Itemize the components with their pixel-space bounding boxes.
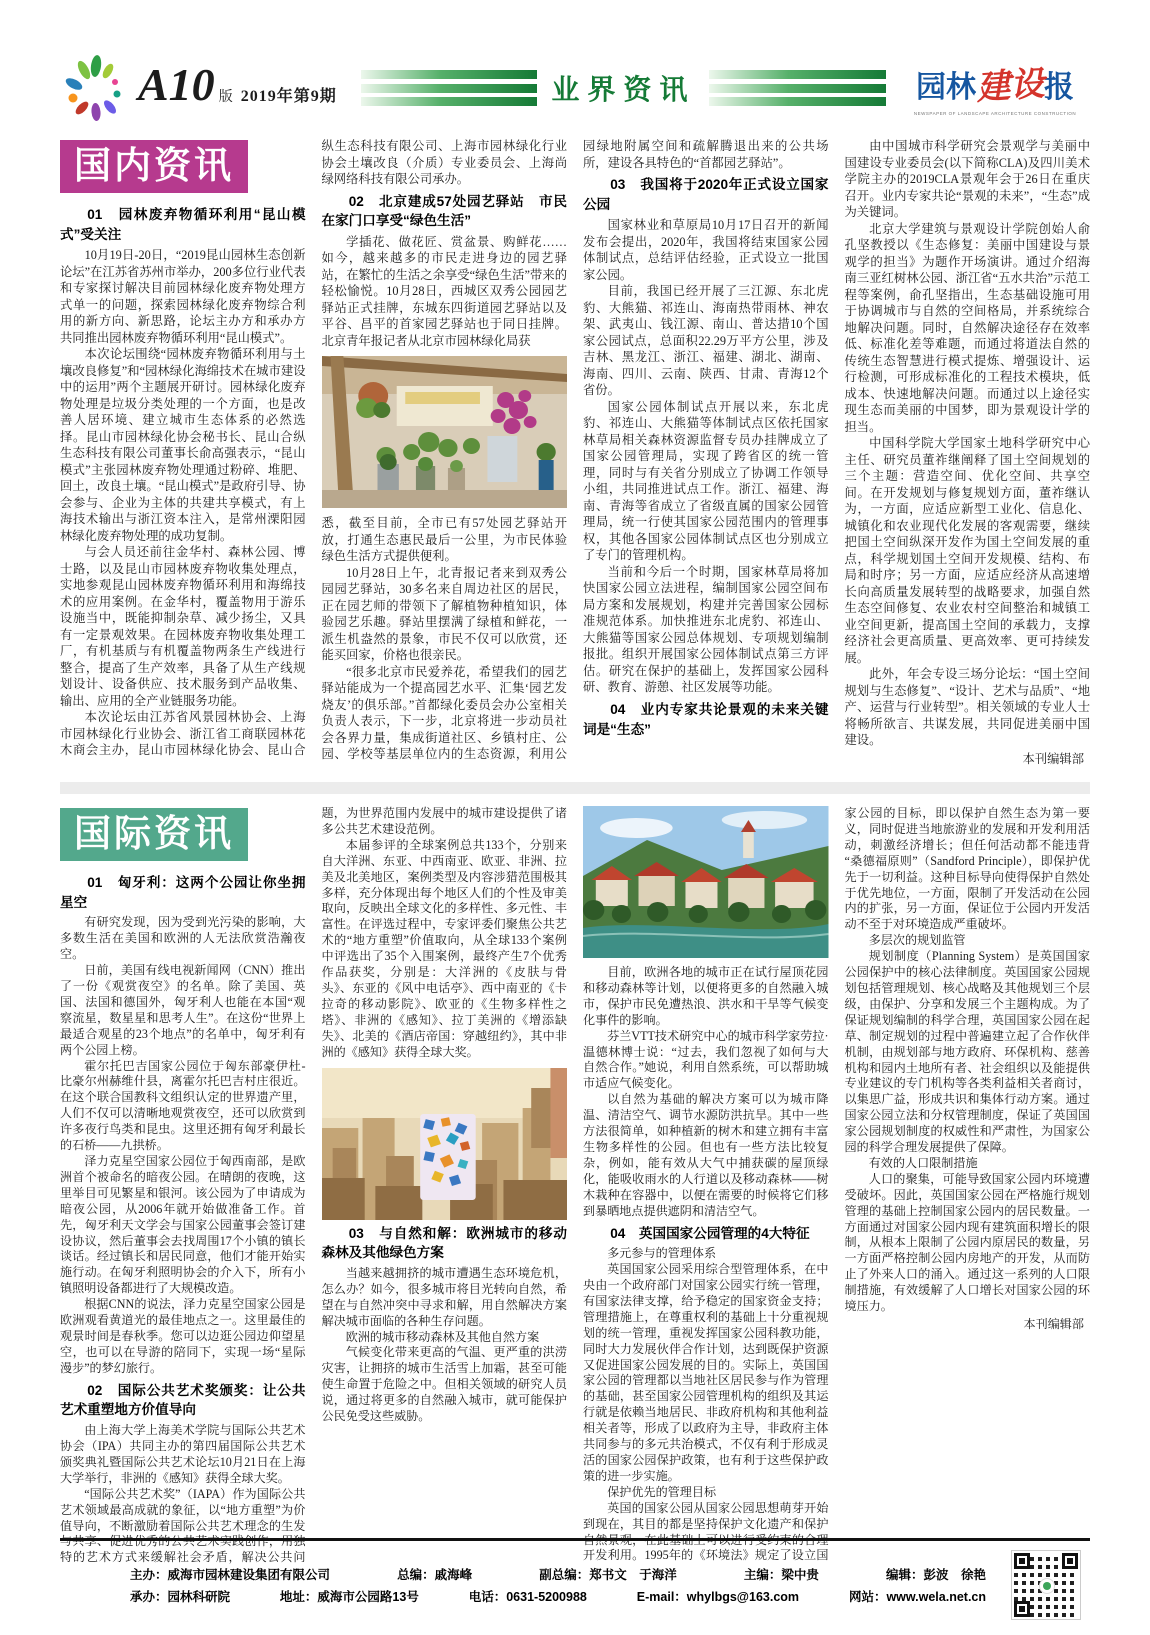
green-bar-left xyxy=(361,70,538,106)
paragraph: 目前，欧洲各地的城市正在试行屋顶花园和移动森林等计划，以便将更多的自然融入城市，保护市民免遭热浪、洪水和干旱等气候变化事件的影响。 xyxy=(583,965,829,1027)
paragraph: 多元参与的管理体系 xyxy=(607,1246,717,1261)
article-body xyxy=(322,1266,568,1425)
paragraph: 本次论坛围绕“园林废弃物循环利用与土壤改良修复”和“园林绿化海绵技术在城市建设中的运用”两个主题展开研讨。园林绿化废弃物处理是垃圾分类处理的一个方面，也是改善人居环境、建立城市生态体系的必然选择。昆山市园林绿化协会秘书长、昆山合纵生态科技有限公司董事长俞高强表示，“昆山模式”主张园林废弃物处理通过粉碎、堆肥、回土，改良土壤。“昆山模式”是政府引导、协会参与、企业为主体的共建共享模式，有上海技术输出与浙江资本注入，是常州溧阳园林绿化废弃物处理的成功复制。 xyxy=(60,347,306,543)
footer-item: 总编：戚海峰 xyxy=(397,1568,473,1582)
qr-code xyxy=(1012,1551,1080,1619)
article-title: 04 业内专家共论景观的未来关键词是“生态” xyxy=(583,701,829,737)
article xyxy=(60,873,306,1377)
article-title: 03 与自然和解：欧洲城市的移动森林及其他绿色方案 xyxy=(321,1225,567,1261)
paragraph: 人口的聚集，可能导致国家公园内环境遭受破坏。因此，英国国家公园在严格施行规划管理的基础上控制国家公园内的居民数量。一方面通过对国家公园内现有建筑面积增长的限制，从根本上限制了公园内原居民的数量，另一方面严格控制公园内房地产的开发，从而防止了外来人口的涌入。通过这一系列的人口限制措施，有效缓解了人口增长对国家公园的环境压力。 xyxy=(844,1171,1090,1314)
paragraph: “很多北京市民爱养花，希望我们的园艺驿站能成为一个提高园艺水平、汇集‘园艺发烧友’的俱乐部。”首都绿化委员会办公室相关负责人表示，下一步，北京将进一步动员社会各界力量，集成街道社区、乡镇村庄、公园、学校等基层单位内的生态资源，利用公园绿地附属空间和疏解腾退出来的公共场所，建设各具特色的“首都园艺驿站”。 xyxy=(321,139,829,762)
paragraph: 欧洲的城市移动森林及其他自然方案 xyxy=(345,1329,540,1344)
paragraph: 目前，我国已经开展了三江源、东北虎豹、大熊猫、祁连山、海南热带雨林、神农架、武夷山、钱江源、南山、普达措10个国家公园试点，总面积22.29万平方公里，涉及吉林、黑龙江、浙江、福建、湖北、湖南、海南、四川、云南、陕西、甘肃、青海12个省份。 xyxy=(583,284,829,398)
flower-logo-icon xyxy=(60,52,132,124)
issue-label: 2019年第9期 xyxy=(240,88,337,105)
paragraph: 学插花、做花匠、赏盆景、购鲜花……如今，越来越多的市民走进身边的园艺驿站，在繁忙的生活之余享受“绿色生活”带来的轻松愉悦。10月28日，西城区双秀公园园艺驿站正式挂牌，东城东四街道园艺驿站以及平谷、昌平的首家园艺驿站也于同日挂牌。北京青年报记者从北京市园林绿化局获 xyxy=(321,234,567,348)
paragraph: 规划制度（Planning System）是英国国家公园保护中的核心法律制度。英国国家公园规划包括管理规划、核心战略及其他规划三个层级，由保护、分享和发展三个主题构成。为了保证规划编制的科学合理，英国国家公园在起草、制定规划的过程中普遍建立起了合作伙伴机制，由规划部与地方政府、环保机构、慈善机构和园内土地所有者、社会组织以及能提供专业建议的专门机构等各类利益相关者商讨，以集思广益，形成共识和集体行动方案。通过国家公园立法和分权管理制度，保证了英国国家公园规划制度的权威性和严肃性，为国家公园的科学合理发展提供了保障。 xyxy=(844,949,1090,1155)
paragraph: 本届参评的全球案例总共133个，分别来自大洋洲、东亚、中西南亚、欧亚、非洲、拉美及北美地区，案例类型及内容涉猎范围极其多样，充分体现出每个地区人们的个性及审美取向，反映出全球文化的多样性、多元性、丰富性。在评选过程中，专家评委们聚焦公共艺术的“地方重塑”价值取向，从全球133个案例中评选出了35个入围案例，最终产生7个优秀作品获奖，分别是：大洋洲的《皮肤与骨头》、东亚的《风中电话亭》、西中南亚的《卡拉奇的移动影院》、欧亚的《生物多样性之塔》、非洲的《感知》、拉丁美洲的《增添缺失》、北美的《酒店帝国：穿越纽约》，其中非洲的《感知》获得全球大奖。 xyxy=(321,837,567,1059)
paragraph: 中国科学院大学国家土地科学研究中心主任、研究员董祚继阐释了国土空间规划的三个主题：营造空间、优化空间、共享空间。在开发规划与修复规划方面，董祚继认为，一方面，应适应新型工业化、信息化、城镇化和农业现代化发展的客观需要，继续把国土空间纵深开发作为国土空间发展的重点，科学规划国土空间开发规模、结构、布局和时序；另一方面，应适应经济从高速增长向高质量发展转型的战略要求，加强自然生态空间修复、农业农村空间整治和城镇工业空间更新，提高国土空间的承载力，支撑经济社会更高质量、更高效率、更可持续发展。 xyxy=(844,436,1090,665)
paragraph: 日前，美国有线电视新闻网（CNN）推出了一份《观赏夜空》的名单。除了美国、英国、法国和德国外，匈牙利人也能在本国“观察流星，数星星和思考人生”。在这份“世界上最适合观星的23个地点”的名单中，匈牙利有两个公园上榜。 xyxy=(60,963,306,1057)
paragraph: 多层次的规划监管 xyxy=(868,933,966,948)
article-title: 03 我国将于2020年正式设立国家公园 xyxy=(583,177,829,212)
paragraph: 10月28日上午，北青报记者来到双秀公园园艺驿站，30多名来自周边社区的居民，正在园艺师的带领下了解植物种植知识，体验园艺乐趣。驿站里摆满了绿植和鲜花，一派生机盎然的景象，市民不仅可以欣赏，还能买回家，价格也很亲民。 xyxy=(321,565,567,663)
paragraph: 北京大学建筑与景观设计学院创始人俞孔坚教授以《生态修复：美丽中国建设与景观学的担当》为题作开场演讲。通过介绍海南三亚红树林公园、浙江省“五水共治”示范工程等案例，俞孔坚指出，生态基础设施可用于协调城市与自然的空间格局，并系统综合地解决问题。同时，自然解决途径存在效率低、标准化差等难题，而通过将道法自然的传统生态智慧进行模式提炼、增强设计、运行检测，可形成标准化的工程技术模块，低成本、快速地解决问题。而通过以上途径实现生态而美丽的中国梦，即为景观设计学的担当。 xyxy=(844,221,1090,434)
paragraph: 根据CNN的说法，泽力克星空国家公园是欧洲观看黄道光的最佳地点之一。这里最佳的观景时间是春秋季。您可以边逛公园边仰望星空，也可以在导游的陪同下，实现一场“星际漫步”的梦幻旅行。 xyxy=(60,1297,306,1375)
paragraph: 国家林业和草原局10月17日召开的新闻发布会提出，2020年，我国将结束国家公园体制试点，总结评估经验，正式设立一批国家公园。 xyxy=(583,218,829,282)
footer-item: 主办：威海市园林建设集团有限公司 xyxy=(130,1568,331,1582)
paragraph: 由上海大学上海美术学院与国际公共艺术协会（IPA）共同主办的第四届国际公共艺术颁奖典礼暨国际公共艺术论坛10月21日在上海大学举行，非洲的《感知》获得全球大奖。 xyxy=(60,1423,306,1485)
paragraph: 英国的国家公园从国家公园思想萌芽开始到现在，其目的都是坚持保护文化遗产和保护自然景观，在此基础上可以进行受约束的合理开发利用。1995年的《环境法》规定了设立国家公园的目标，即以保护自然生态为第一要义，同时促进当地旅游业的发展和开发利用活动，刺激经济增长；但任何活动都不能违背“桑德福原则”（Sandford Principle），即保护优先于一切利益。这种目标导向使得保护自然处于优先地位，一方面，限制了开发活动在公园内的扩张，另一方面，保证位于公园内开发活动不至于对环境造成严重破坏。 xyxy=(583,806,1090,1563)
european-town-photo xyxy=(583,806,829,958)
section-divider xyxy=(60,782,1090,794)
footer-item: 主编：梁中贵 xyxy=(743,1568,819,1582)
paragraph: 当越来越拥挤的城市遭遇生态环境危机，怎么办？如今，很多城市将目光转向自然，希望在与自然冲突中寻求和解，用自然解决方案解决城市面临的各种生存问题。 xyxy=(321,1265,567,1328)
masthead-subtitle: NEWSPAPER OF LANDSCAPE ARCHITECTURE CONSTRUCTION xyxy=(913,111,1077,117)
international-news-section xyxy=(60,806,1090,1574)
paragraph: 国家公园体制试点开展以来，东北虎豹、祁连山、大熊猫等体制试点区依托国家林草局相关森林资源监督专员办挂牌成立了国家公园管理局，实现了跨省区的统一管理，同时与有关省分别成立了协调工作领导小组，共同推进试点工作。浙江、福建、海南、青海等省成立了省级直属的国家公园管理局，统一行使其国家公园范围内的管理事权，其他各国家公园体制试点区也分别成立了专门的管理机构。 xyxy=(583,399,829,563)
article-body xyxy=(322,234,568,350)
article-title: 01 园林废弃物循环利用“昆山模式”受关注 xyxy=(60,207,306,242)
footer-info xyxy=(60,1561,1012,1609)
paragraph: 有研究发现，因为受到光污染的影响，大多数生活在美国和欧洲的人无法欣赏浩瀚夜空。 xyxy=(60,915,306,962)
page-number: A10 xyxy=(138,59,215,110)
article xyxy=(583,175,829,696)
masthead-title: 园林建设报 xyxy=(916,66,1074,108)
paragraph: 泽力克星空国家公园位于匈西南部，是欧洲首个被命名的暗夜公园。在晴朗的夜晚，这里举目可见繁星和银河。该公园为了申请成为暗夜公园，从2006年就开始做准备工作。首先，匈牙利天文学会与国家公园董事会签订建设协议，然后董事会去找周围17个小镇的镇长谈话。经过镇长和居民同意，他们才能开始实施行动。在匈牙利照明协会的介入下，所有小镇照明设备都进行了大规模改造。 xyxy=(60,1154,306,1296)
page-header xyxy=(60,52,1090,124)
paragraph: 悉，截至目前，全市已有57处园艺驿站开放，打通生态惠民最后一公里，为市民体验绿色生活方式提供便利。 xyxy=(321,516,567,564)
paragraph: “国际公共艺术奖”（IAPA）作为国际公共艺术领域最高成就的象征，以“地方重塑”为价值导向，不断激励着国际公共艺术理念的生发与共享、促进优秀的公共艺术实践创作，用独特的艺术方式来缓解社会矛盾，解决公共问题，为世界范围内发展中的城市建设提供了诸多公共艺术建设范例。 xyxy=(60,806,567,1565)
international-section-label: 国际资讯 xyxy=(60,808,248,861)
article-body xyxy=(583,965,829,1220)
article-body xyxy=(60,915,306,1376)
garden-station-photo xyxy=(322,356,568,508)
footer-row-2 xyxy=(130,1587,986,1605)
article-body xyxy=(583,217,829,696)
page-footer xyxy=(60,1538,1090,1619)
paragraph: 保护优先的管理目标 xyxy=(607,1484,717,1499)
article-title: 02 北京建成57处园艺驿站 市民在家门口享受“绿色生活” xyxy=(321,193,567,229)
masthead xyxy=(900,58,1090,117)
article-body xyxy=(845,138,1091,749)
paragraph: 有效的人口限制措施 xyxy=(868,1155,978,1170)
footer-item: 编辑：彭波 徐艳 xyxy=(885,1568,986,1582)
footer-item: E-mail：whylbgs@163.com xyxy=(636,1590,800,1604)
paragraph: 与会人员还前往金华村、森林公园、博士路，以及昆山市园林废弃物收集处理点，实地参观昆山园林废弃物循环利用和海绵技术的应用案例。在金华村，覆盖物用于游乐设施当中，既能抑制杂草、减少扬尘，又具有一定景观效果。在园林废弃物收集处理工厂，有机基质与有机覆盖物两条生产线进行整合，提高了生产效率，具备了从生产线规划设计、设备供应、技术服务到产品收集、输出、应用的全产业链服务功能。 xyxy=(60,545,306,708)
article-title: 02 国际公共艺术奖颁奖：让公共艺术重塑地方价值导向 xyxy=(60,1382,306,1418)
domestic-section-label: 国内资讯 xyxy=(60,140,248,193)
footer-item: 网站：www.wela.net.cn xyxy=(848,1590,986,1604)
footer-item: 电话：0631-5200988 xyxy=(468,1590,587,1604)
paragraph: 10月19日-20日，“2019昆山园林生态创新论坛”在江苏省苏州市举办，200多位行业代表和专家探讨解决目前园林绿化废弃物处理方式单一的问题，探索园林绿化废弃物综合利用的新方向、新思路，论坛主办方和承办方共同推出园林废弃物循环利用“昆山模式”。 xyxy=(60,248,306,345)
paragraph: 气候变化带来更高的气温、更严重的洪涝灾害，让拥挤的城市生活雪上加霜，甚至可能使生命置于危险之中。但相关领域的研究人员说，通过将更多的自然融入城市，就可能保护公民免受这些威胁。 xyxy=(321,1345,567,1424)
paragraph: 当前和今后一个时期，国家林草局将加快国家公园立法进程，编制国家公园空间布局方案和发展规划，构建并完善国家公园标准规范体系。加快推进东北虎豹、祁连山、大熊猫等国家公园总体规划、专项规划编制报批。组织开展国家公园体制试点第三方评估。研究在保护的基础上，发挥国家公园科研、教育、游憩、社区发展等功能。 xyxy=(583,564,829,695)
paragraph: 此外，年会专设三场分论坛：“国土空间规划与生态修复”、“设计、艺术与品质”、“地产、运营与行业转型”。相关领域的专业人士将畅所欲言、共谋发展，共同促进美丽中国建设。 xyxy=(844,667,1090,747)
paragraph: 以自然为基础的解决方案可以为城市降温、清洁空气、调节水源防洪抗旱。其中一些方法很简单，如种植新的树木和建立拥有丰富生物多样性的公园。但也有一些方法比较复杂，例如，能有效从大气中捕获碳的屋顶绿化，能吸收雨水的人行道以及移动森林——树木栽种在容器中，以便在需要的时候将它们移到暴晒地点提供遮阴和清洁空气。 xyxy=(583,1092,829,1218)
article-title: 04 英国国家公园管理的4大特征 xyxy=(610,1225,810,1241)
paragraph: 霍尔托巴吉国家公园位于匈东部豪伊杜-比豪尔州赫维什县，离霍尔托巴吉村庄很近。在这个联合国教科文组织认定的世界遗产里，人们不仅可以清晰地观赏夜空，还可以欣赏到许多夜行鸟类和昆虫。这里还拥有匈牙利最长的石桥——九拱桥。 xyxy=(60,1058,306,1153)
footer-row-1 xyxy=(130,1565,986,1583)
editor-byline: 本刊编辑部 xyxy=(1023,1317,1084,1331)
footer-item: 地址：威海市公园路13号 xyxy=(279,1590,419,1604)
article-title: 01 匈牙利：这两个公园让你坐拥星空 xyxy=(60,875,306,910)
edition-label: 版 xyxy=(218,88,233,104)
footer-item: 承办：园林科研院 xyxy=(130,1590,231,1604)
paragraph: 英国国家公园采用综合型管理体系，在中央由一个政府部门对国家公园实行统一管理，有国家法律支撑，给予稳定的国家资金支持；管理措施上，在尊重权利的基础上十分重视规划的统一管理，重视发挥国家公园科教功能，同时大力发展伙伴合作计划，达到既保护资源又促进国家公园发展的目的。实际上，英国国家公园的管理都以当地社区居民参与作为管理的基础，甚至国家公园管理机构的组织及其运行就是依赖当地居民、非政府机构和其他利益相关者等，形成了以政府为主导，非政府主体共同参与的多元共治模式，不仅有利于形成灵活的国家公园保护政策，也有利于这些保护政策的进一步实施。 xyxy=(583,1262,829,1483)
page-section-title: 业界资讯 xyxy=(551,74,696,105)
paragraph: 芬兰VTT技术研究中心的城市科学家劳拉·温德林博士说：“过去，我们忽视了如何与大自然合作。”她说，利用自然系统，可以帮助城市适应气候变化。 xyxy=(583,1028,829,1091)
page-number-block xyxy=(138,59,337,110)
domestic-news-section xyxy=(60,138,1090,774)
paragraph: 由中国城市科学研究会景观学与美丽中国建设专业委员会(以下简称CLA)及四川美术学院主办的2019CLA景观年会于26日在重庆召开。业内专家共论“景观的未来”，“生态”成为关键词。 xyxy=(844,139,1090,219)
editor-byline: 本刊编辑部 xyxy=(1022,751,1084,766)
green-bar-right xyxy=(709,70,886,106)
paragraph: 本次论坛由江苏省风景园林协会、上海市园林绿化行业协会、浙江省工商联园林花木商会主办，昆山市园林绿化协会、昆山合纵生态科技有限公司、上海市园林绿化行业协会土壤改良（介质）专业委员会、上海尚绿网络科技有限公司承办。 xyxy=(60,139,567,758)
footer-item: 副总编：郑书文 于海洋 xyxy=(539,1568,677,1582)
city-mural-photo xyxy=(322,1068,568,1220)
